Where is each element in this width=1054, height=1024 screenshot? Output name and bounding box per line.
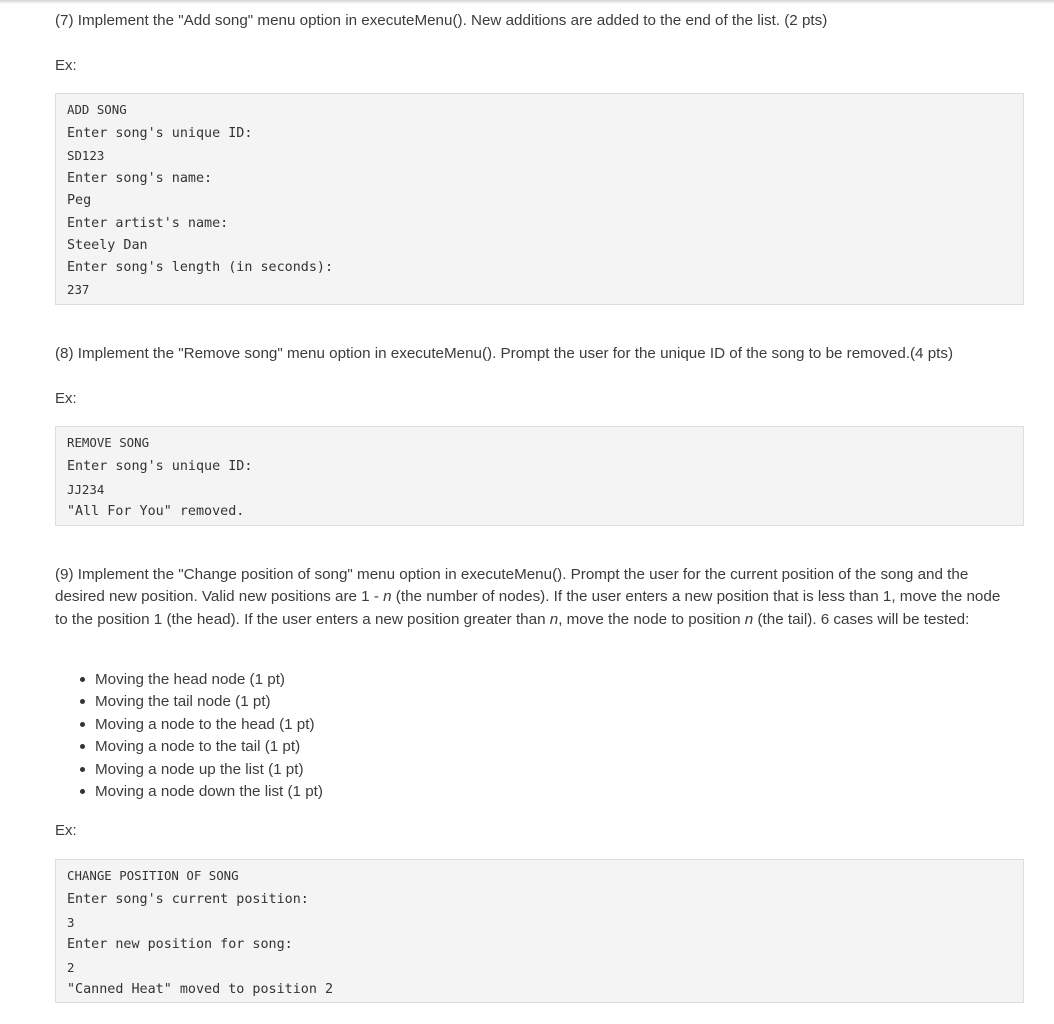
top-shadow-bar xyxy=(0,0,1054,4)
list-item xyxy=(78,781,323,803)
list-item-text: Moving the head node (1 pt) xyxy=(95,671,285,688)
code-line: Enter artist's name: xyxy=(67,216,229,231)
section-8-example-label: Ex: xyxy=(55,390,77,407)
code-line: 2 xyxy=(67,960,75,975)
section-9-code-block xyxy=(55,859,1024,1003)
list-item xyxy=(78,714,323,736)
list-item xyxy=(78,736,323,758)
code-line: REMOVE SONG xyxy=(67,435,150,450)
list-item-text: Moving a node to the head (1 pt) xyxy=(95,715,315,733)
code-line: "Canned Heat" moved to position 2 xyxy=(67,982,334,997)
code-line: CHANGE POSITION OF SONG xyxy=(67,868,239,883)
code-line: SD123 xyxy=(67,148,105,163)
list-item xyxy=(78,691,323,713)
code-line: JJ234 xyxy=(67,482,105,497)
section-9-variable-n: n xyxy=(549,610,559,628)
section-9-variable-n: n xyxy=(383,588,392,606)
bullet-icon xyxy=(80,677,85,682)
list-item-text: Moving a node up the list (1 pt) xyxy=(95,760,304,778)
code-line: 3 xyxy=(67,915,75,930)
bullet-icon xyxy=(80,699,85,704)
bullet-icon xyxy=(80,722,85,727)
list-item xyxy=(78,759,323,781)
section-7-code-block xyxy=(55,93,1024,305)
code-line: ADD SONG xyxy=(67,102,127,117)
list-item xyxy=(78,669,323,691)
bullet-icon xyxy=(80,767,85,772)
list-item-text: Moving a node to the tail (1 pt) xyxy=(95,738,301,756)
code-line: 237 xyxy=(67,282,90,297)
section-9-text-part4: (the tail). 6 cases will be tested: xyxy=(753,610,970,628)
code-line: Enter song's unique ID: xyxy=(67,126,253,141)
code-line: Enter song's length (in seconds): xyxy=(67,260,334,275)
section-9-paragraph xyxy=(55,564,1005,631)
section-9-text-part3: , move the node to position xyxy=(558,610,745,628)
code-line: Enter song's current position: xyxy=(67,892,309,907)
code-line: Enter new position for song: xyxy=(67,937,293,952)
code-line: Steely Dan xyxy=(67,238,148,253)
code-line: "All For You" removed. xyxy=(67,504,245,519)
bullet-icon xyxy=(80,789,85,794)
section-9-example-label: Ex: xyxy=(55,822,77,839)
section-9-variable-n: n xyxy=(744,610,754,628)
code-line: Peg xyxy=(67,193,92,208)
section-7-example-label: Ex: xyxy=(55,57,77,74)
section-8-heading: (8) Implement the "Remove song" menu option in executeMenu(). Prompt the user for the unique ID of the song to be removed.(4 pts) xyxy=(55,345,954,362)
list-item-text: Moving a node down the list (1 pt) xyxy=(95,783,323,801)
code-line: Enter song's name: xyxy=(67,171,213,186)
section-8-code-block xyxy=(55,426,1024,526)
code-line: Enter song's unique ID: xyxy=(67,459,253,474)
test-cases-list xyxy=(78,669,323,803)
section-7-heading: (7) Implement the "Add song" menu option in executeMenu(). New additions are added to the end of the list. (2 pts) xyxy=(55,12,828,29)
list-item-text: Moving the tail node (1 pt) xyxy=(95,693,271,711)
section-9-text-part1: (9) Implement the "Change position of song" menu option in executeMenu(). Prompt the user for the current position of the song and the desired new position. Valid new positions are 1 - xyxy=(55,566,969,606)
section-9-text-part2: (the number of nodes). If the user enters a new position that is less than 1, move the node to the position 1 (the head). If the user enters a new position greater than xyxy=(55,588,1001,628)
bullet-icon xyxy=(80,744,85,749)
